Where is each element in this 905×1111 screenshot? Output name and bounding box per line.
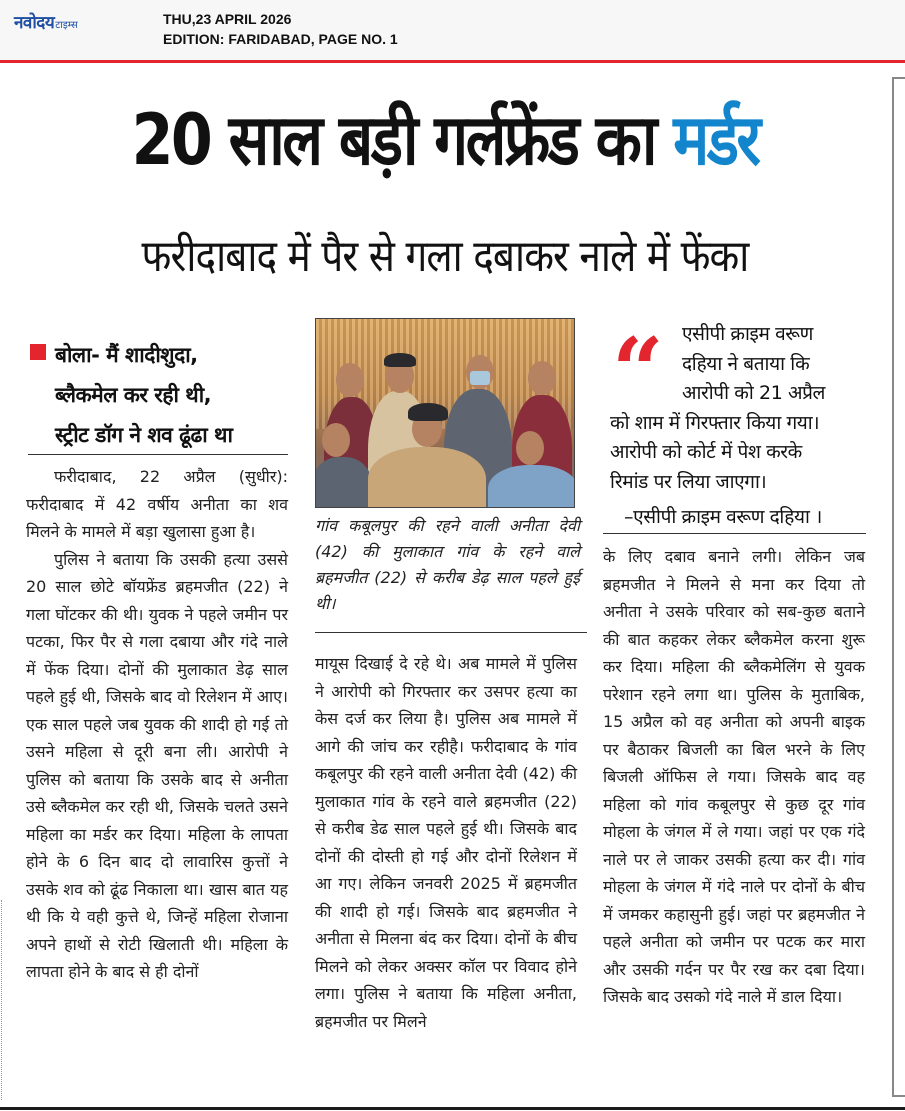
publication-date: THU,23 APRIL 2026	[163, 11, 292, 27]
quote-open-icon: “	[612, 318, 656, 424]
page-bottom-rule	[0, 1107, 905, 1110]
page-frame-right	[892, 77, 894, 1097]
kicker-line: ब्लैकमेल कर रही थी,	[55, 383, 212, 407]
photo-beret	[384, 353, 416, 367]
photo-mask	[470, 371, 490, 385]
article-column-1	[26, 463, 288, 986]
photo-figure	[315, 457, 372, 508]
masthead	[0, 0, 905, 60]
page-frame-bottom	[892, 1095, 905, 1097]
dateline	[163, 9, 398, 49]
photo-figure-head	[336, 363, 364, 397]
article-column-3	[603, 543, 865, 1011]
quote-line: आरोपी को कोर्ट में पेश करके	[610, 441, 802, 463]
sub-headline: फरीदाबाद में पैर से गला दबाकर नाले में फेंका	[141, 231, 749, 282]
photo-figure	[368, 447, 486, 508]
photo-figure-head	[516, 431, 544, 465]
photo-figure-head	[528, 361, 556, 395]
quote-line: दहिया ने बताया कि	[682, 352, 810, 375]
kicker-line: बोला- मैं शादीशुदा,	[55, 343, 198, 367]
headline-accent: मर्डर	[673, 99, 759, 181]
page-frame-left	[1, 900, 2, 1100]
news-photo[interactable]	[315, 318, 575, 508]
kicker-divider	[28, 454, 288, 455]
logo-sub-text: टाइम्स	[55, 20, 78, 31]
photo-caption: गांव कबूलपुर की रहने वाली अनीता देवी (42) की मुलाकात गांव के रहने वाले ब्रहमजीत (22) से करीब डेढ़ साल पहले हुई थी।	[315, 516, 580, 613]
page-frame-top	[892, 77, 905, 79]
photo-beret	[408, 403, 448, 421]
edition-info: EDITION: FARIDABAD, PAGE NO. 1	[163, 31, 398, 47]
quote-line: को शाम में गिरफ्तार किया गया।	[610, 411, 820, 434]
newspaper-logo[interactable]	[14, 10, 78, 33]
article-paragraph: पुलिस ने बताया कि उसकी हत्या उससे 20 साल छोटे बॉयफ्रेंड ब्रहमजीत (22) ने गला घोंटकर की थी। युवक ने पहले जमीन पर पटका, फिर पैर से गला दबाया और गंदे नाले में फेंक दिया। दोनों की मुलाकात डेढ़ साल पहले हुई थी, जिसके बाद वो रिलेशन में आए। एक साल पहले जब युवक की शादी हो गई तो उसने महिला से दूरी बना ली। आरोपी ने पुलिस को बताया कि उसके बाद से अनीता उसे ब्लैकमेल कर रही थी, जिसके चलते उसने महिला का मर्डर कर दिया। महिला के लापता होने के 6 दिन बाद दो लावारिस कुत्तों ने उसके शव को ढूंढ निकाला था। खास बात यह थी कि ये वही कुत्ते थे, जिन्हें महिला रोजाना अपने हाथों से रोटी खिलाती थी। महिला के लापता होने के बाद से ही दोनों	[26, 549, 288, 981]
logo-main-text: नवोदय	[14, 13, 55, 33]
pull-quote	[610, 320, 872, 497]
kicker-line: स्ट्रीट डॉग ने शव ढूंढा था	[55, 423, 233, 447]
photo-figure-head	[322, 423, 350, 457]
article-paragraph: फरीदाबाद, 22 अप्रैल (सुधीर): फरीदाबाद में 42 वर्षीय अनीता का शव मिलने के मामले में बड़ा खुलासा हुआ है।	[26, 467, 288, 541]
quote-line: आरोपी को 21 अप्रैल	[682, 382, 826, 404]
photo-figure	[488, 465, 575, 508]
quote-line: रिमांड पर लिया जाएगा।	[610, 470, 767, 493]
quote-attribution: –एसीपी क्राइम वरूण दहिया ।	[624, 506, 822, 528]
caption-divider	[315, 632, 587, 633]
masthead-divider	[0, 60, 905, 63]
article-paragraph: मायूस दिखाई दे रहे थे। अब मामले में पुलिस ने आरोपी को गिरफ्तार कर उसपर हत्या का केस दर्ज कर लिया है। पुलिस अब मामले में आगे की जांच कर रहीहै। फरीदाबाद के गांव कबूलपुर की रहने वाली अनीता देवी (42) की मुलाकात गांव के रहने वाले ब्रहमजीत (22) से करीब डेढ साल पहले हुई थी। जिसके बाद दोनों की दोस्ती हो गई और दोनों रिलेशन में आ गए। लेकिन जनवरी 2025 में ब्रहमजीत की शादी हो गई। जिसके बाद ब्रहमजीत ने अनीता से मिलना बंद कर दिया। दोनों के बीच मिलने को लेकर अक्सर कॉल पर विवाद होने लगा। पुलिस ने बताया कि महिला अनीता, ब्रहमजीत पर मिलने	[315, 654, 577, 1031]
quote-divider	[603, 533, 866, 534]
kicker-block	[28, 335, 290, 455]
red-square-bullet-icon	[30, 344, 46, 360]
main-headline	[62, 80, 827, 200]
article-column-2	[315, 650, 577, 1035]
headline-text: 20 साल बड़ी गर्लफ्रेंड का	[131, 99, 674, 181]
quote-line: एसीपी क्राइम वरूण	[682, 323, 813, 345]
article-paragraph: के लिए दबाव बनाने लगी। लेकिन जब ब्रहमजीत ने मिलने से मना कर दिया तो अनीता ने उसके परिवार को सब-कुछ बताने की बात कहकर लेकर ब्लैकमेल करना शुरू कर दिया। महिला की ब्लैकमेलिंग से युवक परेशान रहने लगा था। पुलिस के मुताबिक, 15 अप्रैल को वह अनीता को अपनी बाइक पर बैठाकर बिजली का बिल भरने के लिए बिजली ऑफिस ले गया। जिसके बाद वह महिला को गांव कबूलपुर से कुछ दूर गांव मोहला के जंगल में ले गया। जहां पर एक गंदे नाले पर ले जाकर उसकी हत्या कर दी। गांव मोहला के जंगल में गंदे नाले पर दोनों के बीच में जमकर कहासुनी हुई। जहां पर ब्रहमजीत ने पहले अनीता को जमीन पर पटक कर मारा और उसकी गर्दन पर पैर रख कर दबा दिया। जिसके बाद उसको गंदे नाले में डाल दिया।	[603, 547, 865, 1006]
